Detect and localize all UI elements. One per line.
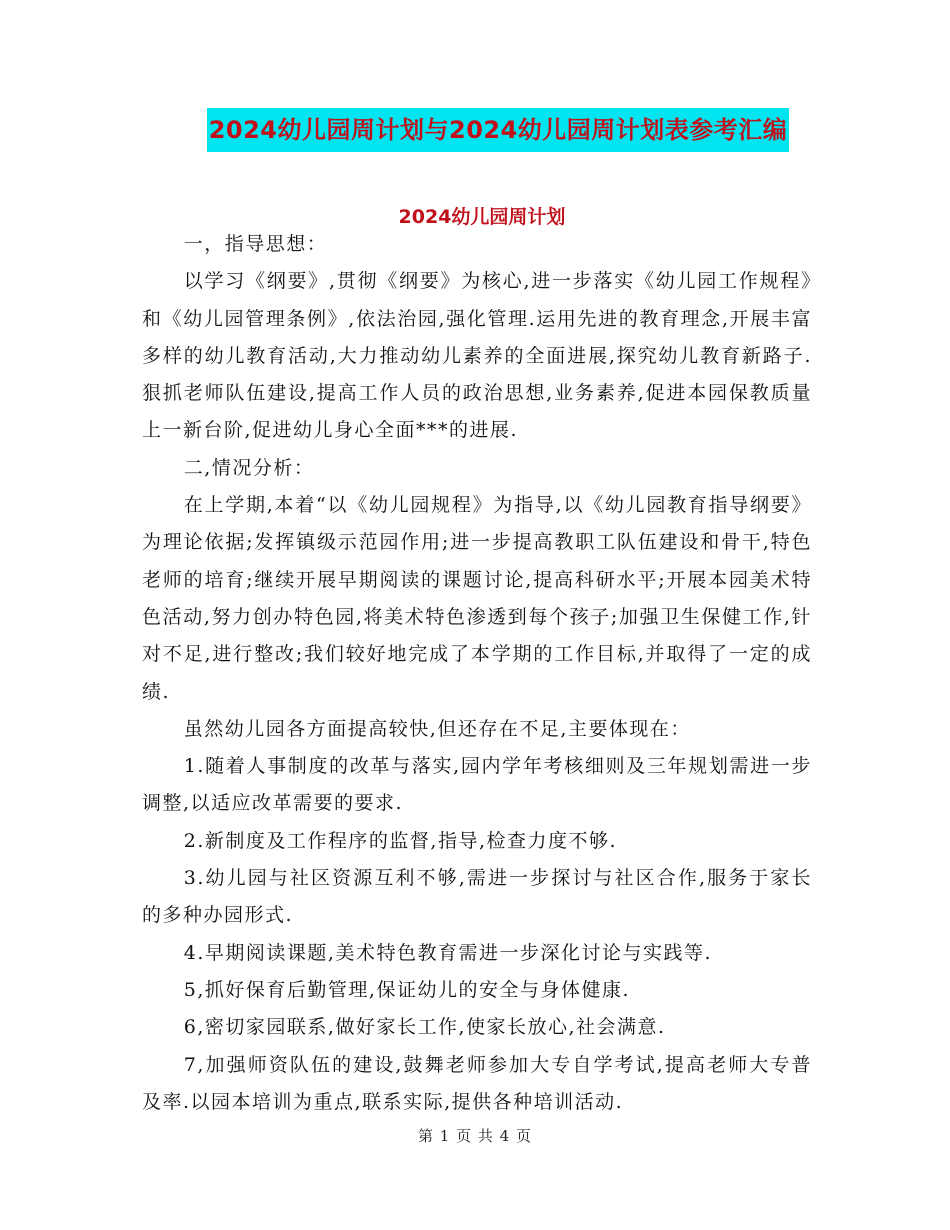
page-footer: 第 1 页 共 4 页 [418,1127,532,1145]
list-item-6: 6,密切家园联系,做好家长工作,使家长放心,社会满意. [183,1016,666,1039]
list-item-5: 5,抓好保育后勤管理,保证幼儿的安全与身体健康. [183,978,631,1001]
list-item-3: 3.幼儿园与社区资源互利不够,需进一步探讨与社区合作,服务于家长的多种办园形式. [142,867,812,927]
list-item-1: 1.随着人事制度的改革与落实,园内学年考核细则及三年规划需进一步调整,以适应改革需要的要求. [142,755,812,815]
list-item-4: 4.早期阅读课题,美术特色教育需进一步深化讨论与实践等. [183,941,713,964]
heading-guiding-ideology: 一，指导思想： [183,233,328,255]
paragraph-situation-analysis: 在上学期,本着“以《幼儿园规程》为指导,以《幼儿园教育指导纲要》为理论依据;发挥镇级示范园作用;进一步提高教职工队伍建设和骨干,特色老师的培育;继续开展早期阅读的课题讨论,提高科研水平;开展本园美术特色活动,努力创办特色园,将美术特色渗透到每个孩子;加强卫生保健工作,针对不足,进行整改;我们较好地完成了本学期的工作目标,并取得了一定的成绩. [142,494,812,703]
section-title: 2024幼儿园周计划 [398,206,566,228]
document-body [142,226,812,1121]
paragraph-shortcomings-intro: 虽然幼儿园各方面提高较快,但还存在不足,主要体现在： [183,717,691,740]
document-title: 2024幼儿园周计划与2024幼儿园周计划表参考汇编 [207,108,790,152]
list-item-7: 7,加强师资队伍的建设,鼓舞老师参加大专自学考试,提高老师大专普及率.以园本培训为重点,联系实际,提供各种培训活动. [142,1053,812,1113]
paragraph-guiding-ideology: 以学习《纲要》,贯彻《纲要》为核心,进一步落实《幼儿园工作规程》和《幼儿园管理条例》,依法治园,强化管理.运用先进的教育理念,开展丰富多样的幼儿教育活动,大力推动幼儿素养的全面进展,探究幼儿教育新路子.狠抓老师队伍建设,提高工作人员的政治思想,业务素养,促进本园保教质量上一新台阶,促进幼儿身心全面***的进展. [142,270,812,442]
list-item-2: 2.新制度及工作程序的监督,指导,检查力度不够. [183,829,618,852]
document-title-wrapper [0,108,950,152]
heading-situation-analysis: 二,情况分析： [183,456,315,479]
